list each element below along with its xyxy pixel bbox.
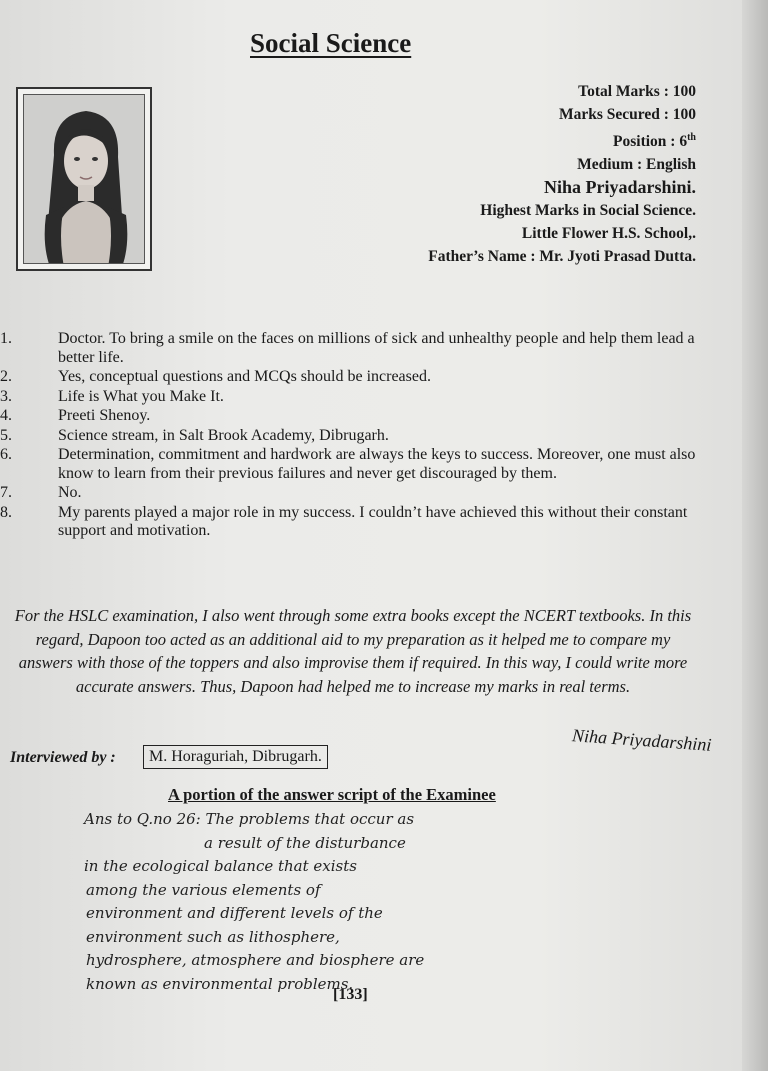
interviewer-name-box: M. Horaguriah, Dibrugarh. xyxy=(143,745,328,769)
answer-item xyxy=(0,446,720,483)
position xyxy=(428,126,696,153)
answer-item xyxy=(0,504,720,541)
total-marks: Total Marks : 100 xyxy=(578,83,696,100)
answer-item xyxy=(0,484,720,503)
answer-text: Doctor. To bring a smile on the faces on millions of sick and unhealthy people and help them lead a better life. xyxy=(58,330,695,366)
answer-number: 2. xyxy=(0,368,12,385)
answers-list xyxy=(0,330,720,541)
answer-text: No. xyxy=(58,484,82,501)
handwriting-line: in the ecological balance that exists xyxy=(84,857,357,875)
answer-item xyxy=(0,407,720,426)
school-name: Little Flower H.S. School,. xyxy=(521,225,696,243)
answer-item xyxy=(0,368,720,387)
medium: Medium : English xyxy=(577,156,696,174)
answer-item xyxy=(0,388,720,407)
handwriting-line: among the various elements of xyxy=(86,880,321,899)
page-title: Social Science xyxy=(250,28,412,58)
answer-number: 8. xyxy=(0,503,12,521)
student-quote: For the HSLC examination, I also went through some extra books except the NCERT textbooks. In this regard, Dapoon too acted as an additional aid to my preparation as it helped me to compare my answers with those of the toppers and also improvise them if required. In this way, I could write more accurate answers. Thus, Dapoon had helped me to increase my marks in real terms. xyxy=(14,606,692,696)
handwriting-line: Ans to Q.no 26: The problems that occur as xyxy=(84,810,415,828)
answer-item xyxy=(0,427,720,446)
answer-number: 3. xyxy=(0,387,12,405)
position-text: Position : 6 xyxy=(613,133,688,151)
handwriting-line: known as environmental problems. xyxy=(86,974,354,993)
student-photo xyxy=(23,94,145,264)
answer-text: Yes, conceptual questions and MCQs should be increased. xyxy=(58,368,431,385)
page-number: [133] xyxy=(333,986,368,1003)
handwriting-line: environment such as lithosphere, xyxy=(86,927,340,946)
answer-text: Preeti Shenoy. xyxy=(58,407,151,424)
handwriting-line: hydrosphere, atmosphere and biosphere are xyxy=(86,951,425,969)
answer-text: Science stream, in Salt Brook Academy, Dibrugarh. xyxy=(58,426,389,444)
answer-number: 6. xyxy=(0,446,12,463)
interviewer-label: Interviewed by : xyxy=(10,749,116,766)
student-details xyxy=(428,80,696,268)
highest-marks-note: Highest Marks in Social Science. xyxy=(480,202,696,220)
father-name: Father’s Name : Mr. Jyoti Prasad Dutta. xyxy=(428,248,696,266)
handwriting-line: a result of the disturbance xyxy=(204,833,406,852)
answer-text: Determination, commitment and hardwork are always the keys to success. Moreover, one must also know to learn from their previous failures and never get discouraged by them. xyxy=(58,446,696,482)
answer-number: 5. xyxy=(0,426,12,444)
student-name: Niha Priyadarshini. xyxy=(543,177,696,198)
student-signature: Niha Priyadarshini xyxy=(571,725,713,755)
marks-secured: Marks Secured : 100 xyxy=(558,106,696,123)
position-suffix: th xyxy=(687,132,696,143)
answer-text: My parents played a major role in my success. I couldn’t have achieved this without their constant support and motivation. xyxy=(58,503,688,539)
answer-number: 7. xyxy=(0,484,12,501)
answer-number: 4. xyxy=(0,407,12,424)
student-photo-frame xyxy=(16,87,152,271)
handwriting-line: environment and different levels of the xyxy=(86,904,383,922)
answer-text: Life is What you Make It. xyxy=(58,387,224,405)
answer-script-heading: A portion of the answer script of the Examinee xyxy=(168,785,496,804)
book-spine-shadow xyxy=(742,0,768,1071)
portrait-illustration xyxy=(24,95,145,264)
answer-number: 1. xyxy=(0,330,12,347)
answer-item xyxy=(0,330,720,367)
handwritten-answer xyxy=(84,808,604,996)
